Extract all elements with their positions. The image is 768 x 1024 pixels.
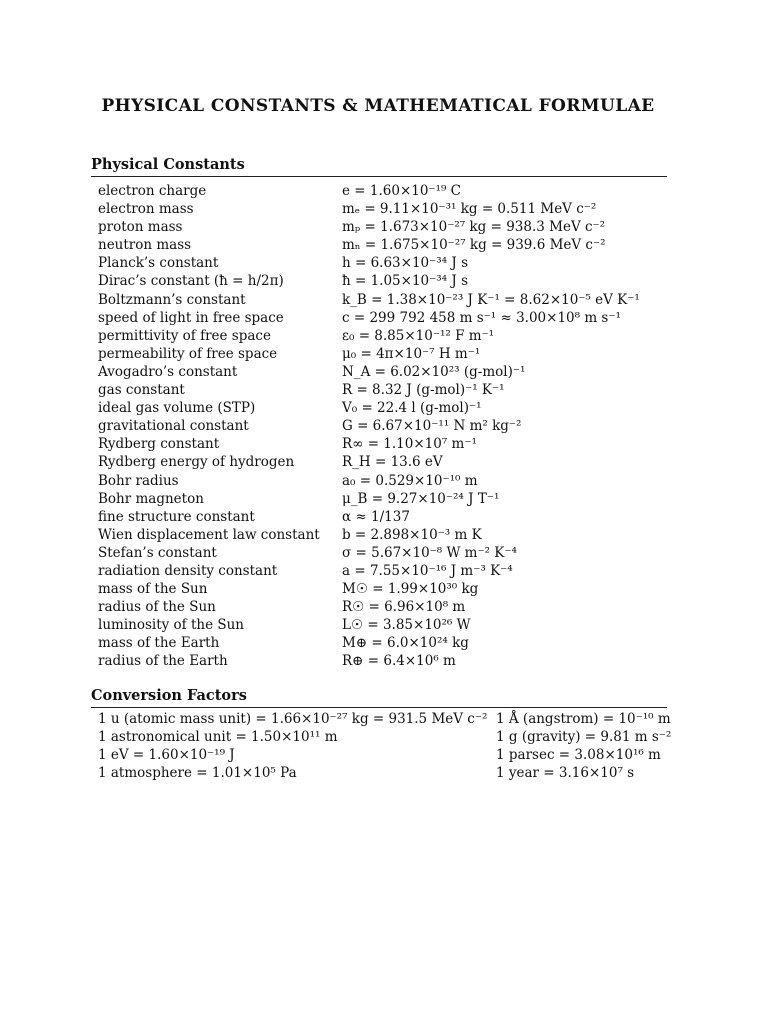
constant-row	[98, 272, 668, 290]
constant-row	[98, 363, 668, 381]
constant-value: N_A = 6.02×10²³ (g-mol)⁻¹	[342, 363, 526, 380]
constant-value: M⊕ = 6.0×10²⁴ kg	[342, 635, 469, 652]
constant-name: radius of the Earth	[98, 653, 228, 670]
constant-value: μ_B = 9.27×10⁻²⁴ J T⁻¹	[342, 490, 500, 507]
constant-name: radiation density constant	[98, 562, 278, 579]
constant-value: mₙ = 1.675×10⁻²⁷ kg = 939.6 MeV c⁻²	[342, 237, 606, 254]
constant-row	[98, 453, 668, 471]
constant-value: α ≈ 1/137	[342, 508, 410, 525]
constant-name: Rydberg constant	[98, 436, 220, 453]
conversion-column-right	[496, 710, 678, 782]
constant-name: ideal gas volume (STP)	[98, 400, 256, 417]
constant-name: Bohr magneton	[98, 490, 204, 507]
constant-name: proton mass	[98, 219, 183, 236]
constant-value: σ = 5.67×10⁻⁸ W m⁻² K⁻⁴	[342, 544, 517, 561]
constant-row	[98, 598, 668, 616]
constant-value: b = 2.898×10⁻³ m K	[342, 526, 482, 543]
constant-name: Rydberg energy of hydrogen	[98, 454, 295, 471]
constant-name: Stefan’s constant	[98, 544, 217, 561]
constant-name: Bohr radius	[98, 472, 179, 489]
constant-value: L☉ = 3.85×10²⁶ W	[342, 617, 471, 634]
constant-value: R = 8.32 J (g-mol)⁻¹ K⁻¹	[342, 382, 505, 399]
constant-name: permittivity of free space	[98, 327, 271, 344]
constant-value: ε₀ = 8.85×10⁻¹² F m⁻¹	[342, 327, 495, 344]
constant-row	[98, 200, 668, 218]
constant-value: R∞ = 1.10×10⁷ m⁻¹	[342, 436, 477, 453]
constant-value: mₑ = 9.11×10⁻³¹ kg = 0.511 MeV c⁻²	[342, 201, 597, 218]
constant-row	[98, 218, 668, 236]
conversion-item: 1 atmosphere = 1.01×10⁵ Pa	[98, 765, 297, 782]
constant-value: R☉ = 6.96×10⁸ m	[342, 599, 466, 616]
conversion-factors-heading: Conversion Factors	[91, 687, 667, 708]
constant-value: V₀ = 22.4 l (g-mol)⁻¹	[342, 400, 482, 417]
constant-row	[98, 309, 668, 327]
constant-row	[98, 580, 668, 598]
constant-value: mₚ = 1.673×10⁻²⁷ kg = 938.3 MeV c⁻²	[342, 219, 606, 236]
constant-row	[98, 345, 668, 363]
constant-name: speed of light in free space	[98, 309, 284, 326]
constant-value: R⊕ = 6.4×10⁶ m	[342, 653, 456, 670]
constant-value: G = 6.67×10⁻¹¹ N m² kg⁻²	[342, 418, 522, 435]
constant-row	[98, 327, 668, 345]
constant-value: R_H = 13.6 eV	[342, 454, 443, 471]
constant-name: luminosity of the Sun	[98, 617, 244, 634]
constant-name: Dirac’s constant (ħ = h/2π)	[98, 273, 284, 290]
constant-row	[98, 182, 668, 200]
constant-name: electron mass	[98, 201, 194, 218]
constant-row	[98, 490, 668, 508]
constant-name: permeability of free space	[98, 345, 278, 362]
constant-name: Wien displacement law constant	[98, 526, 320, 543]
conversion-item: 1 astronomical unit = 1.50×10¹¹ m	[98, 729, 338, 746]
conversion-item: 1 eV = 1.60×10⁻¹⁹ J	[98, 747, 235, 764]
constant-value: μ₀ = 4π×10⁻⁷ H m⁻¹	[342, 345, 481, 362]
constant-row	[98, 508, 668, 526]
constant-row	[98, 562, 668, 580]
conversion-item: 1 Å (angstrom) = 10⁻¹⁰ m	[496, 711, 671, 727]
constant-value: e = 1.60×10⁻¹⁹ C	[342, 183, 462, 199]
conversion-item: 1 parsec = 3.08×10¹⁶ m	[496, 747, 661, 764]
constant-row	[98, 472, 668, 490]
conversion-item: 1 year = 3.16×10⁷ s	[496, 765, 635, 782]
constant-name: fine structure constant	[98, 508, 255, 525]
conversion-item: 1 g (gravity) = 9.81 m s⁻²	[496, 729, 672, 746]
constant-value: h = 6.63×10⁻³⁴ J s	[342, 255, 469, 272]
constant-row	[98, 616, 668, 634]
constant-name: electron charge	[98, 183, 207, 199]
constant-name: gas constant	[98, 382, 185, 399]
constant-row	[98, 544, 668, 562]
constant-row	[98, 417, 668, 435]
constant-value: c = 299 792 458 m s⁻¹ ≈ 3.00×10⁸ m s⁻¹	[342, 309, 621, 326]
constant-row	[98, 399, 668, 417]
constant-name: Planck’s constant	[98, 255, 219, 272]
constant-value: k_B = 1.38×10⁻²³ J K⁻¹ = 8.62×10⁻⁵ eV K⁻¹	[342, 291, 640, 308]
constant-row	[98, 652, 668, 670]
constant-row	[98, 526, 668, 544]
constant-name: Boltzmann’s constant	[98, 291, 246, 308]
constant-value: ħ = 1.05×10⁻³⁴ J s	[342, 273, 469, 290]
constant-value: a = 7.55×10⁻¹⁶ J m⁻³ K⁻⁴	[342, 562, 513, 579]
constant-row	[98, 236, 668, 254]
constant-name: mass of the Sun	[98, 581, 208, 598]
physical-constants-heading: Physical Constants	[91, 156, 667, 177]
constant-name: radius of the Sun	[98, 599, 216, 616]
constant-name: Avogadro’s constant	[98, 363, 238, 380]
constant-name: gravitational constant	[98, 418, 249, 435]
constant-value: M☉ = 1.99×10³⁰ kg	[342, 581, 479, 598]
constant-row	[98, 381, 668, 399]
conversion-item: 1 u (atomic mass unit) = 1.66×10⁻²⁷ kg = 931.5 MeV c⁻²	[98, 711, 488, 727]
conversion-factors	[98, 710, 678, 782]
conversion-column-left	[98, 710, 496, 782]
constant-row	[98, 634, 668, 652]
constant-row	[98, 291, 668, 309]
constant-name: mass of the Earth	[98, 635, 220, 652]
constant-row	[98, 254, 668, 272]
physical-constants-list	[98, 182, 668, 671]
page-title: PHYSICAL CONSTANTS & MATHEMATICAL FORMULAE	[101, 96, 655, 116]
constant-row	[98, 435, 668, 453]
constant-name: neutron mass	[98, 237, 192, 254]
constant-value: a₀ = 0.529×10⁻¹⁰ m	[342, 472, 478, 489]
